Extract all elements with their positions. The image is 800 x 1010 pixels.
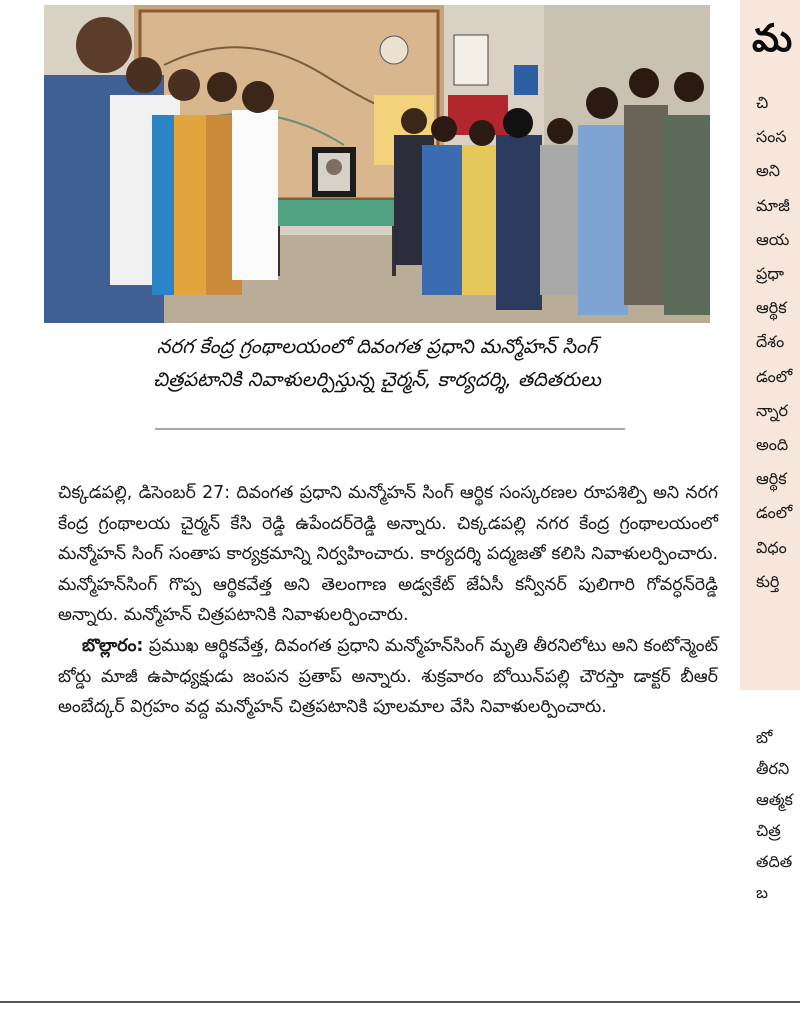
adjacent-article-line: సంస (756, 127, 787, 147)
dateline-bollaram: బొల్లారం: (82, 635, 144, 656)
adjacent-article-line: దేశం (756, 332, 785, 352)
adjacent-article-line: డంలో (756, 503, 793, 523)
adjacent-article-line: అని (756, 161, 781, 181)
adjacent-article-text (756, 86, 800, 599)
adjacent-article-text-2 (756, 722, 800, 908)
page-bottom-rule (0, 1001, 800, 1003)
adjacent-article-line: న్నార (756, 400, 788, 420)
adjacent-article-line: ఆత్మక (756, 790, 793, 809)
article-paragraph-1: చిక్కడపల్లి, డిసెంబర్ 27: దివంగత ప్రధాని మన్మోహన్ సింగ్ ఆర్థిక సంస్కరణల రూపశిల్పి అని నరగ కేంద్ర గ్రంథాలయ చైర్మన్ కేసి రెడ్డి ఉపేందర్‌రెడ్డి అన్నారు. చిక్కడపల్లి నగర కేంద్ర గ్రంథాలయంలో మన్మోహన్ సింగ్ సంతాప కార్యక్రమాన్ని నిర్వహించారు. కార్యదర్శి పద్మజతో కలిసి నివాళులర్పించారు. మన్మోహన్‌సింగ్ గొప్ప ఆర్థికవేత్త అని తెలంగాణ అడ్వకేట్ జేఏసీ కన్వీనర్ పులిగారి గోవర్ధన్‌రెడ్డి అన్నారు. మన్మోహన్ చిత్రపటానికి నివాళులర్పించారు. (58, 483, 718, 626)
adjacent-article-line: చిత్ర (756, 821, 781, 840)
adjacent-article-line: డంలో (756, 366, 793, 386)
caption-line-1: నరగ కేంద్ర గ్రంథాలయంలో దివంగత ప్రధాని మన్మోహన్ సింగ్ (156, 335, 598, 358)
article-body (58, 478, 718, 723)
adjacent-article-line: ఆయ (756, 229, 790, 249)
adjacent-article-line: చి (756, 93, 769, 112)
adjacent-article-line: ప్రధా (756, 264, 785, 284)
adjacent-article-line: బ (756, 883, 769, 902)
article-paragraph-2-text: ప్రముఖ ఆర్థికవేత్త, దివంగత ప్రధాని మన్మోహన్‌సింగ్ మృతి తీరనిలోటు అని కంటోన్మెంట్ బోర్డు మాజీ ఉపాధ్యక్షుడు జంపన ప్రతాప్ అన్నారు. శుక్రవారం బోయిన్‌పల్లి చౌరస్తా డాక్టర్ బీఆర్ అంబేద్కర్ విగ్రహం వద్ద మన్మోహన్ చిత్రపటానికి పూలమాల వేసి నివాళులర్పించారు. (58, 635, 718, 718)
photo-caption (44, 330, 710, 396)
adjacent-article-line: తదిత (756, 852, 793, 871)
adjacent-article-line: తీరని (756, 759, 790, 778)
adjacent-article-line: ఆర్థిక (756, 469, 787, 489)
caption-line-2: చిత్రపటానికి నివాళులర్పిస్తున్న చైర్మన్, కార్యదర్శి, తదితరులు (153, 368, 601, 391)
adjacent-article-line: కుర్తి (756, 571, 780, 591)
news-photo (44, 5, 710, 323)
adjacent-article-line: బో (756, 728, 773, 747)
adjacent-article-line: విధం (756, 537, 787, 557)
adjacent-article-line: ఆర్థిక (756, 298, 787, 318)
caption-divider (155, 428, 625, 430)
adjacent-article-line: మాజీ (756, 195, 790, 215)
adjacent-article-headline: మ (752, 16, 793, 60)
article-paragraph-2 (58, 631, 718, 723)
adjacent-article-line: అంది (756, 435, 789, 455)
